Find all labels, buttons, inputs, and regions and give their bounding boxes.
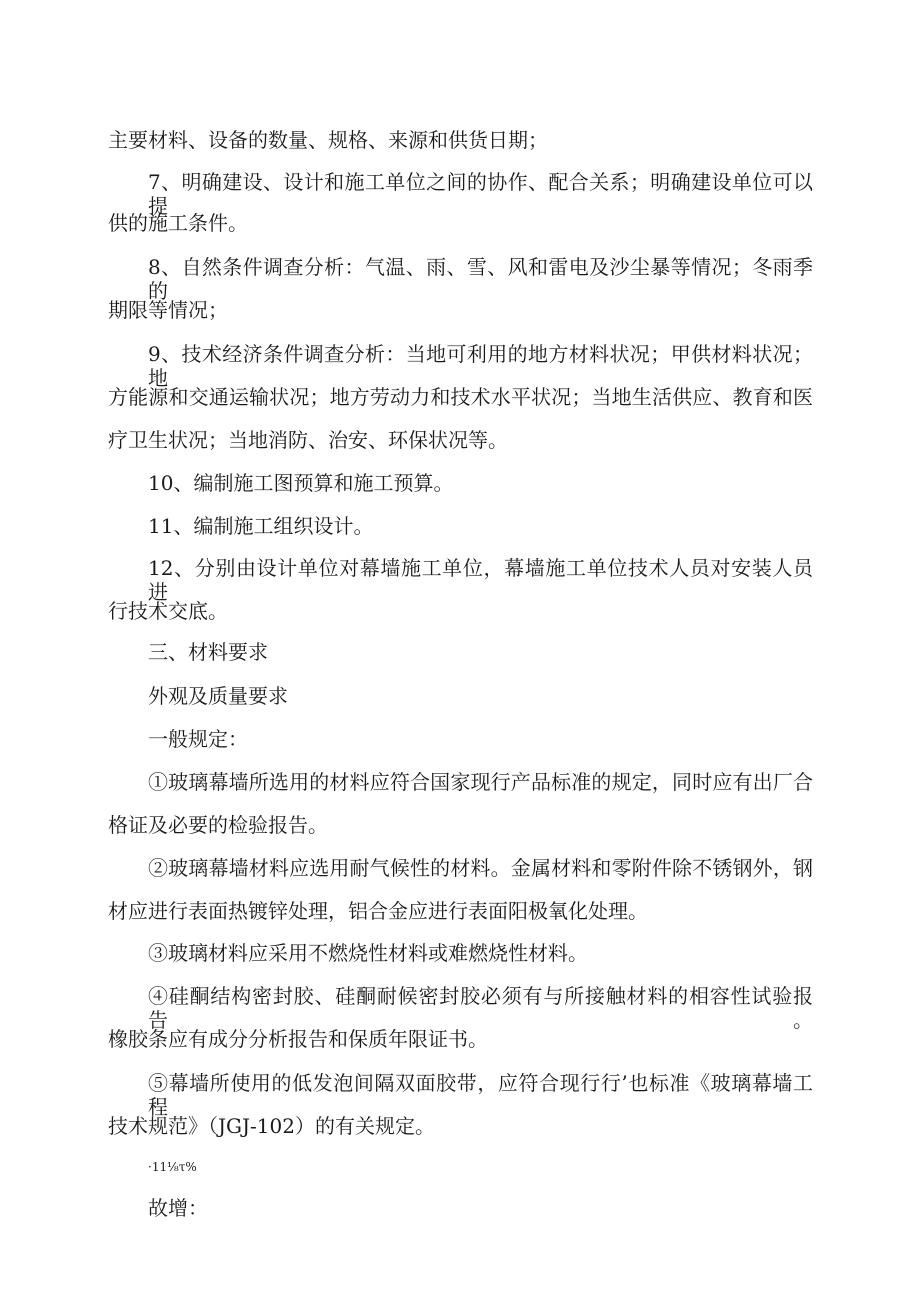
text-line-20: ③玻璃材料应采用不燃烧性材料或难燃烧性材料。 [148,941,588,965]
text-line-18: ②玻璃幕墙材料应选用耐气候性的材料。金属材料和零附件除不锈钢外，钢 [148,856,813,880]
text-line-26: 故增： [148,1196,208,1220]
text-line-5: 期限等情况； [108,298,228,322]
text-line-10: 11、编制施工组织设计。 [148,514,374,538]
text-line-3: 供的施工条件。 [108,211,248,235]
subsection-heading: 外观及质量要求 [148,684,288,708]
text-line-24: 技术规范》（JGJ-102）的有关规定。 [108,1114,435,1138]
text-line-7: 方能源和交通运输状况；地方劳动力和技术水平状况；当地生活供应、教育和医 [108,385,813,409]
text-line-6: 9、技术经济条件调查分析：当地可利用的地方材料状况；甲供材料状况；地 [148,342,813,390]
text-line-12: 行技术交底。 [108,599,228,623]
text-line-21: ④硅酮结构密封胶、硅酮耐候密封胶必须有与所接触材料的相容性试验报告。 [148,984,813,1032]
text-line-9: 10、编制施工图预算和施工预算。 [148,471,454,495]
text-line-11: 12、分别由设计单位对幕墙施工单位，幕墙施工单位技术人员对安装人员进 [148,556,813,604]
text-line-16: ①玻璃幕墙所选用的材料应符合国家现行产品标准的规定，同时应有出厂合 [148,770,813,794]
section-heading: 三、材料要求 [148,640,268,664]
text-line-22: 橡胶条应有成分分析报告和保质年限证书。 [108,1027,488,1051]
text-line-23: ⑤幕墙所使用的低发泡间隔双面胶带，应符合现行行’也标准《玻璃幕墙工程 [148,1071,813,1119]
text-line-17: 格证及必要的检验报告。 [108,813,328,837]
text-line-1: 主要材料、设备的数量、规格、来源和供货日期； [108,128,548,152]
text-line-8: 疗卫生状况；当地消防、治安、环保状况等。 [108,428,508,452]
text-line-4: 8、自然条件调查分析：气温、雨、雪、风和雷电及沙尘暴等情况；冬雨季的 [148,255,813,303]
text-line-19: 材应进行表面热镀锌处理，铝合金应进行表面阳极氧化处理。 [108,899,648,923]
text-line-2: 7、明确建设、设计和施工单位之间的协作、配合关系；明确建设单位可以提 [148,170,813,218]
general-provisions-heading: 一般规定： [148,727,248,751]
garbled-text-fragment: ·11⅛τ% [148,1160,197,1174]
